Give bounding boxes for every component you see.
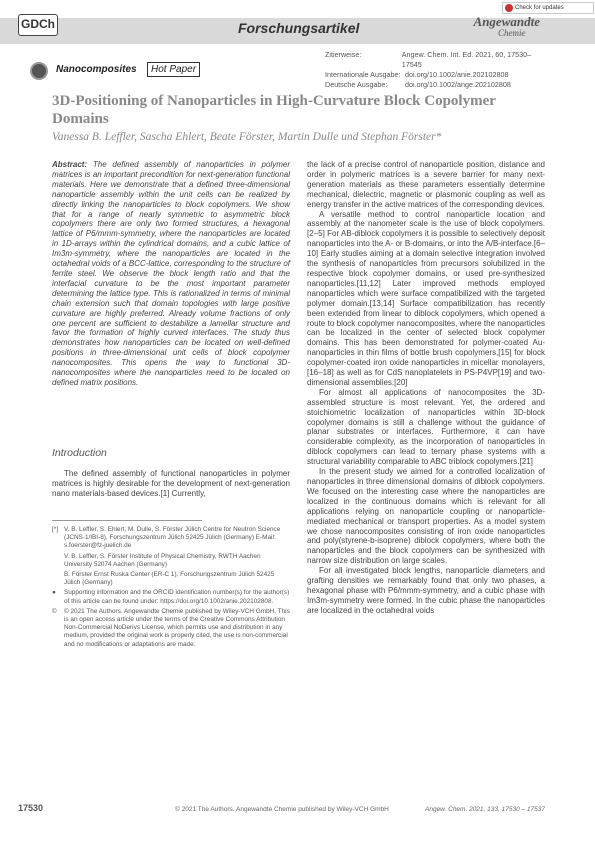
citation-row: Deutsche Ausgabe: doi.org/10.1002/ange.202102808: [325, 80, 511, 89]
footnote-separator: [52, 520, 202, 521]
author-list: Vanessa B. Leffler, Sascha Ehlert, Beate Förster, Martin Dulle und Stephan Förster*: [52, 131, 442, 143]
body-paragraph: A versatile method to control nanoparticle location and assembly at the nanometer scale is the use of block copolymers.[2–5] For AB-diblock copolymers it is possible to selectively deposit nanoparticles into the A- or B-domains, or into the A/B-interface.[6–10] Early studies aiming at a domain selective integration involved the synthesis of nanoparticles from precursors solubilized in the respective block copolymer domains, or used pre-synthesized nanoparticles.[11,12] Later improved methods employed nanoparticles which were surface compatibilized with the targeted polymer domain.[13,14] Surface compatibilization has recently been extended from linear to diblock copolymers, which opened a route to block copolymer nanocomposites, where the nanoparticles can be localized in the center of selected block copolymer domains. This has been demonstrated for polymer-coated Au-nanoparticles in thin films of bottle brush copolymers,[15] for block copolymer-coated iron oxide nanoparticles in micellar monolayers,[16–18] as well as for CdS nanoplatelets in PS-P4VP[19] and two-dimensional assemblies.[20]: [307, 209, 545, 387]
topic-tag: Nanocomposites: [56, 64, 137, 75]
section-title: Forschungsartikel: [238, 20, 360, 36]
journal-logo-line2: Chemie: [498, 28, 526, 38]
gdch-logo: GDCh: [18, 14, 58, 36]
citation-row: Zitierweise: Angew. Chem. Int. Ed. 2021, 60, 17530–17545: [325, 50, 532, 69]
body-paragraph: In the present study we aimed for a controlled localization of nanoparticles in three dimensional domains of diblock copolymers. We focused on the interesting case where the nanoparticles are localized in the continuous domains which is relevant for all applications relying on nanoparticle coupling or nanoparticle-mediated mechanical or transport properties. As a model system we chose nanocomposites consisting of iron oxide nanoparticles and poly(styrene-b-isoprene) diblock copolymers, where both the nanoparticles and the block copolymers can be synthesized with narrow size distribution on large scales.: [307, 467, 545, 566]
footer-copyright: © 2021 The Authors. Angewandte Chemie published by Wiley-VCH GmbH: [175, 806, 389, 813]
journal-logo-line1: Angewandte: [473, 14, 540, 29]
footnote[interactable]: ● Supporting information and the ORCID identification number(s) for the author(s) of this article can be found under: https://doi.org/10.1002/anie.202102808.: [52, 589, 290, 605]
hot-paper-tag: Hot Paper: [147, 62, 200, 77]
body-paragraph: For almost all applications of nanocomposites the 3D-assembled structure is most relevant. Yet, the ordered and stoichiometric localization of nanoparticles within 3D-block copolymer domains is still a challenge without the guidance of planar substrates or interfaces. Furthermore, it can have considerable complexity, as the incorporation of nanoparticles in diblock copolymers can lead to ternary phase systems with a structural variability comparable to ABC triblock copolymers.[21]: [307, 387, 545, 467]
intro-heading: Introduction: [52, 447, 107, 459]
body-paragraph: the lack of a precise control of nanoparticle position, distance and order in polymeric matrices is a severe barrier for many next-generation materials as these parameters essentially determine mechanical, dielectric, magnetic or plasmonic coupling as well as energy transfer in the active matrices of the corresponding devices.: [307, 160, 545, 209]
supporting-info-icon: ●: [52, 589, 56, 597]
article-title: 3D-Positioning of Nanoparticles in High-Curvature Block Copolymer Domains: [52, 93, 496, 127]
page-number: 17530: [18, 803, 44, 813]
citation-block: [325, 50, 545, 90]
journal-logo: [468, 14, 540, 38]
footnotes: [52, 526, 290, 649]
body-paragraph: For all investigated block lengths, nanoparticle diameters and grafting densities we remarkably found that only two phases, a hexagonal phase with P6/mmm-symmetry, and a cubic phase with Im3m-symmetry were formed. In the cubic phase the nanoparticles are localized in the octahedral voids: [307, 566, 545, 615]
footnote: B. Förster Ernst Ruska Center (ER-C 1), Forschungszentrum Jülich 52425 Jülich (Germany): [64, 571, 275, 587]
check-updates-icon: [505, 4, 513, 12]
footnote: © © 2021 The Authors. Angewandte Chemie published by Wiley-VCH GmbH. This is an open access article under the terms of the Creative Commons Attribution Non-Commercial NoDerivs License, which permits use and distribution in any medium, provided the original work is properly cited, the use is non-commercial and no modifications or adaptations are made.: [52, 607, 290, 648]
citation-row: Internationale Ausgabe: doi.org/10.1002/anie.202102808: [325, 70, 509, 79]
footnote: [*] V. B. Leffler, S. Ehlert, M. Dulle, S. Förster Jülich Centre for Neutron Science (JCNS-1/IBI-8), Forschungszentrum Jülich 52425 Jülich (Germany) E-Mail: s.foerster@fz-juelich.de: [52, 526, 281, 550]
open-access-icon: ©: [52, 607, 57, 615]
footnote: V. B. Leffler, S. Förster Institute of Physical Chemistry, RWTH Aachen University 52074 Aachen (Germany): [64, 552, 261, 568]
abstract: [52, 160, 290, 388]
abstract-label: Abstract:: [52, 160, 88, 169]
check-for-updates-badge[interactable]: Check for updates: [502, 2, 594, 14]
abstract-text: The defined assembly of nanoparticles in polymer matrices is an important precondition for next-generation functional materials. Here we demonstrate that a defined three-dimensional nanoparticle assembly within the unit cells can be realized by directly linking the nanoparticles to block copolymers. We show that for a range of nearly symmetric to asymmetric block copolymers there are only two formed structures, a hexagonal lattice of P6/mmm-symmetry, where the nanoparticles are located in 1D-arrays within the cylindrical domains, and a cubic lattice of Im3m-symmetry, where the nanoparticles are located in the octahedral voids of a BCC-lattice, corresponding to the structure of ferrite steel. We observe the block length ratio and that the interfacial curvature to be the most important parameter determining the lattice type. This is rationalized in terms of minimal chain extension such that domain topologies with large positive curvature are highly preferred. Already volume fractions of only one percent are sufficient to destabilize a lamellar structure and favor the formation of highly curved interfaces. The study thus demonstrates how nanoparticles can be located on well-defined positions in three-dimensional unit cells of block copolymer nanocomposites. This opens the way to functional 3D-nanocomposites where the nanoparticles need to be located on defined matrix positions.: [52, 160, 290, 387]
topic-badge-icon: [30, 62, 48, 80]
right-column: [307, 160, 545, 616]
intro-text: The defined assembly of functional nanoparticles in polymer matrices is highly desirable for the development of next-generation nano materials-based devices.[1] Currently,: [52, 469, 290, 498]
footer-journal-ref: Angew. Chem. 2021, 133, 17530 – 17537: [425, 806, 545, 813]
